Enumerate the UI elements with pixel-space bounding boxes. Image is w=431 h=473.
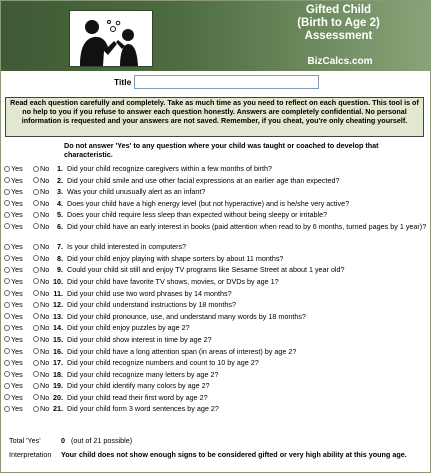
no-label: No: [40, 253, 50, 263]
yes-label: Yes: [11, 323, 23, 333]
no-option[interactable]: [33, 323, 49, 332]
question-text: Did your child show interest in time by age 2?: [67, 334, 212, 344]
no-radio[interactable]: [33, 244, 39, 250]
no-label: No: [40, 392, 50, 402]
question-number: 19.: [53, 381, 63, 391]
no-option[interactable]: [33, 242, 49, 251]
yes-radio[interactable]: [4, 302, 10, 308]
question-text: Did your child have favorite TV shows, movies, or DVDs by age 1?: [67, 276, 279, 286]
yes-option[interactable]: [4, 393, 23, 402]
no-option[interactable]: [33, 176, 49, 185]
question-text: Did your child have a long attention span (in areas of interest) by age 2?: [67, 346, 297, 356]
no-option[interactable]: [33, 312, 49, 321]
yes-option[interactable]: [4, 289, 23, 298]
yes-option[interactable]: [4, 222, 23, 231]
yes-radio[interactable]: [4, 212, 10, 218]
question-number: 11.: [53, 288, 63, 298]
question-number: 18.: [53, 369, 63, 379]
question-row: [1, 164, 430, 176]
yes-option[interactable]: [4, 210, 23, 219]
question-number: 1.: [57, 164, 63, 173]
header-banner: [1, 1, 430, 71]
no-option[interactable]: [33, 393, 49, 402]
question-row: [1, 289, 430, 301]
no-label: No: [40, 276, 50, 286]
yes-radio[interactable]: [4, 200, 10, 206]
yes-label: Yes: [11, 221, 23, 231]
question-row: [1, 277, 430, 289]
yes-label: Yes: [11, 187, 23, 197]
no-radio[interactable]: [33, 290, 39, 296]
question-number: 9.: [57, 265, 63, 275]
question-text: Did your child have an early interest in books (paid attention when read to by 6 months, turned pages by 1 year)?: [67, 221, 427, 231]
question-number: 20.: [53, 392, 63, 402]
question-text: Is your child interested in computers?: [67, 242, 187, 252]
no-option[interactable]: [33, 370, 49, 379]
no-label: No: [40, 311, 50, 321]
yes-label: Yes: [11, 404, 23, 414]
no-label: No: [40, 187, 50, 197]
question-text: Did your child identify many colors by age 2?: [67, 381, 210, 391]
page-title-line: (Birth to Age 2): [297, 17, 380, 29]
no-option[interactable]: [33, 164, 49, 173]
no-option[interactable]: [33, 187, 49, 196]
yes-label: Yes: [11, 311, 23, 321]
yes-option[interactable]: [4, 199, 23, 208]
question-row: [1, 323, 430, 335]
question-text: Could your child sit still and enjoy TV programs like Sesame Street at about 1 year old?: [67, 265, 345, 275]
yes-option[interactable]: [4, 187, 23, 196]
yes-radio[interactable]: [4, 166, 10, 172]
no-option[interactable]: [33, 277, 49, 286]
total-value: 0: [61, 436, 65, 445]
question-list: [1, 164, 430, 416]
question-text: Did your child recognize many letters by age 2?: [67, 369, 219, 379]
no-radio[interactable]: [33, 336, 39, 342]
instructions-box: Read each question carefully and completely. Take as much time as you need to reflect on each question. This tool is of no help to you if you refuse to answer each question honestly. Answers are completely confidential. No personal information is requested and your answers are not saved. Remember, if you cheat, you're only cheating yourself.: [5, 97, 424, 137]
question-number: 4.: [57, 198, 63, 208]
no-radio[interactable]: [33, 383, 39, 389]
question-number: 21.: [53, 404, 63, 414]
yes-radio[interactable]: [4, 360, 10, 366]
coaching-note: Do not answer 'Yes' to any question where your child was taught or coached to develop that characteristic.: [64, 141, 379, 159]
page-title-line: Assessment: [304, 30, 373, 42]
yes-label: Yes: [11, 198, 23, 208]
yes-label: Yes: [11, 358, 23, 368]
title-label: Title: [114, 77, 132, 87]
no-radio[interactable]: [33, 313, 39, 319]
question-row: [1, 335, 430, 347]
question-text: Did your child read their first word by age 2?: [67, 392, 208, 402]
question-row: [1, 381, 430, 393]
question-text: Did your child recognize numbers and count to 10 by age 2?: [67, 358, 259, 368]
yes-label: Yes: [11, 242, 23, 252]
no-radio[interactable]: [33, 267, 39, 273]
no-radio[interactable]: [33, 360, 39, 366]
yes-label: Yes: [11, 346, 23, 356]
yes-radio[interactable]: [4, 394, 10, 400]
yes-radio[interactable]: [4, 406, 10, 412]
yes-label: Yes: [11, 253, 23, 263]
question-row: [1, 210, 430, 222]
no-label: No: [40, 198, 50, 208]
question-number: 5.: [57, 210, 63, 220]
yes-label: Yes: [11, 175, 23, 185]
no-option[interactable]: [33, 335, 49, 344]
question-text: Was your child unusually alert as an infant?: [67, 187, 206, 197]
brand-name: BizCalcs.com: [307, 56, 373, 67]
yes-option[interactable]: [4, 312, 23, 321]
no-radio[interactable]: [33, 302, 39, 308]
yes-option[interactable]: [4, 323, 23, 332]
no-option[interactable]: [33, 358, 49, 367]
yes-option[interactable]: [4, 176, 23, 185]
total-label: Total 'Yes': [9, 436, 41, 445]
question-number: 8.: [57, 253, 63, 263]
yes-label: Yes: [11, 164, 23, 173]
no-label: No: [40, 300, 50, 310]
question-text: Did your child recognize caregivers within a few months of birth?: [67, 164, 272, 173]
yes-option[interactable]: [4, 358, 23, 367]
question-row: [1, 176, 430, 188]
no-radio[interactable]: [33, 200, 39, 206]
no-label: No: [40, 175, 50, 185]
yes-radio[interactable]: [4, 313, 10, 319]
interpretation-text: Your child does not show enough signs to be considered gifted or very high ability at this young age.: [61, 450, 407, 459]
yes-radio[interactable]: [4, 336, 10, 342]
no-label: No: [40, 358, 50, 368]
yes-radio[interactable]: [4, 371, 10, 377]
page-title-line: Gifted Child: [305, 4, 372, 16]
no-radio[interactable]: [33, 223, 39, 229]
yes-label: Yes: [11, 210, 23, 220]
no-radio[interactable]: [33, 371, 39, 377]
no-option[interactable]: [33, 254, 49, 263]
question-text: Did your child form 3 word sentences by age 2?: [67, 404, 219, 414]
no-label: No: [40, 288, 50, 298]
no-label: No: [40, 242, 50, 252]
yes-label: Yes: [11, 265, 23, 275]
no-label: No: [40, 404, 50, 414]
question-row: [1, 370, 430, 382]
yes-radio[interactable]: [4, 223, 10, 229]
question-number: 14.: [53, 323, 63, 333]
no-option[interactable]: [33, 199, 49, 208]
page-title: [271, 4, 406, 43]
yes-label: Yes: [11, 334, 23, 344]
no-option[interactable]: [33, 300, 49, 309]
yes-label: Yes: [11, 288, 23, 298]
question-number: 10.: [53, 276, 63, 286]
no-label: No: [40, 164, 50, 173]
question-number: 17.: [53, 358, 63, 368]
yes-option[interactable]: [4, 300, 23, 309]
yes-option[interactable]: [4, 347, 23, 356]
title-input[interactable]: [134, 75, 319, 89]
question-number: 12.: [53, 300, 63, 310]
question-text: Does your child require less sleep than expected without being sleepy or irritable?: [67, 210, 328, 220]
no-option[interactable]: [33, 381, 49, 390]
no-label: No: [40, 346, 50, 356]
no-radio[interactable]: [33, 166, 39, 172]
question-number: 13.: [53, 311, 63, 321]
question-number: 3.: [57, 187, 63, 197]
question-text: Did your child enjoy puzzles by age 2?: [67, 323, 190, 333]
question-row: [1, 265, 430, 277]
parent-and-child-silhouette-icon: [70, 11, 152, 66]
total-possible: (out of 21 possible): [71, 436, 133, 445]
yes-option[interactable]: [4, 370, 23, 379]
question-row: [1, 187, 430, 199]
yes-option[interactable]: [4, 265, 23, 274]
question-row: [1, 393, 430, 405]
yes-radio[interactable]: [4, 244, 10, 250]
no-label: No: [40, 381, 50, 391]
yes-radio[interactable]: [4, 278, 10, 284]
no-radio[interactable]: [33, 348, 39, 354]
yes-option[interactable]: [4, 381, 23, 390]
question-text: Did your child use two word phrases by 14 months?: [67, 288, 232, 298]
yes-radio[interactable]: [4, 177, 10, 183]
no-label: No: [40, 210, 50, 220]
no-radio[interactable]: [33, 394, 39, 400]
no-radio[interactable]: [33, 406, 39, 412]
yes-option[interactable]: [4, 277, 23, 286]
question-number: 15.: [53, 334, 63, 344]
question-text: Does your child have a high energy level (but not hyperactive) and is he/she very active?: [67, 198, 350, 208]
question-row: [1, 347, 430, 359]
yes-label: Yes: [11, 369, 23, 379]
no-label: No: [40, 221, 50, 231]
no-option[interactable]: [33, 265, 49, 274]
yes-radio[interactable]: [4, 348, 10, 354]
yes-radio[interactable]: [4, 255, 10, 261]
yes-option[interactable]: [4, 242, 23, 251]
yes-label: Yes: [11, 300, 23, 310]
no-radio[interactable]: [33, 255, 39, 261]
title-field-row: [1, 75, 430, 91]
question-number: 6.: [57, 221, 63, 231]
no-radio[interactable]: [33, 278, 39, 284]
question-row: [1, 358, 430, 370]
yes-label: Yes: [11, 276, 23, 286]
no-radio[interactable]: [33, 177, 39, 183]
no-option[interactable]: [33, 222, 49, 231]
interpretation-label: Interpretation: [9, 450, 52, 459]
question-row: [1, 222, 430, 242]
no-option[interactable]: [33, 404, 49, 413]
question-text: Did your child pronounce, use, and understand many words by 18 months?: [67, 311, 306, 321]
question-number: 16.: [53, 346, 63, 356]
question-text: Did your child enjoy playing with shape sorters by about 11 months?: [67, 253, 284, 263]
yes-label: Yes: [11, 392, 23, 402]
no-label: No: [40, 265, 50, 275]
question-row: [1, 242, 430, 254]
no-option[interactable]: [33, 210, 49, 219]
question-row: [1, 254, 430, 266]
question-text: Did your child smile and use other facial expressions at an earlier age than expected?: [67, 175, 340, 185]
no-label: No: [40, 323, 50, 333]
yes-label: Yes: [11, 381, 23, 391]
yes-option[interactable]: [4, 254, 23, 263]
yes-radio[interactable]: [4, 325, 10, 331]
no-radio[interactable]: [33, 325, 39, 331]
yes-option[interactable]: [4, 335, 23, 344]
question-text: Did your child understand instructions by 18 months?: [67, 300, 236, 310]
no-radio[interactable]: [33, 189, 39, 195]
yes-option[interactable]: [4, 164, 23, 173]
no-label: No: [40, 369, 50, 379]
no-radio[interactable]: [33, 212, 39, 218]
yes-radio[interactable]: [4, 383, 10, 389]
question-number: 2.: [57, 175, 63, 185]
no-label: No: [40, 334, 50, 344]
no-option[interactable]: [33, 289, 49, 298]
question-row: [1, 199, 430, 211]
question-row: [1, 404, 430, 416]
yes-option[interactable]: [4, 404, 23, 413]
question-row: [1, 300, 430, 312]
yes-radio[interactable]: [4, 267, 10, 273]
question-number: 7.: [57, 242, 63, 252]
yes-radio[interactable]: [4, 189, 10, 195]
logo: [69, 10, 153, 67]
yes-radio[interactable]: [4, 290, 10, 296]
no-option[interactable]: [33, 347, 49, 356]
question-row: [1, 312, 430, 324]
